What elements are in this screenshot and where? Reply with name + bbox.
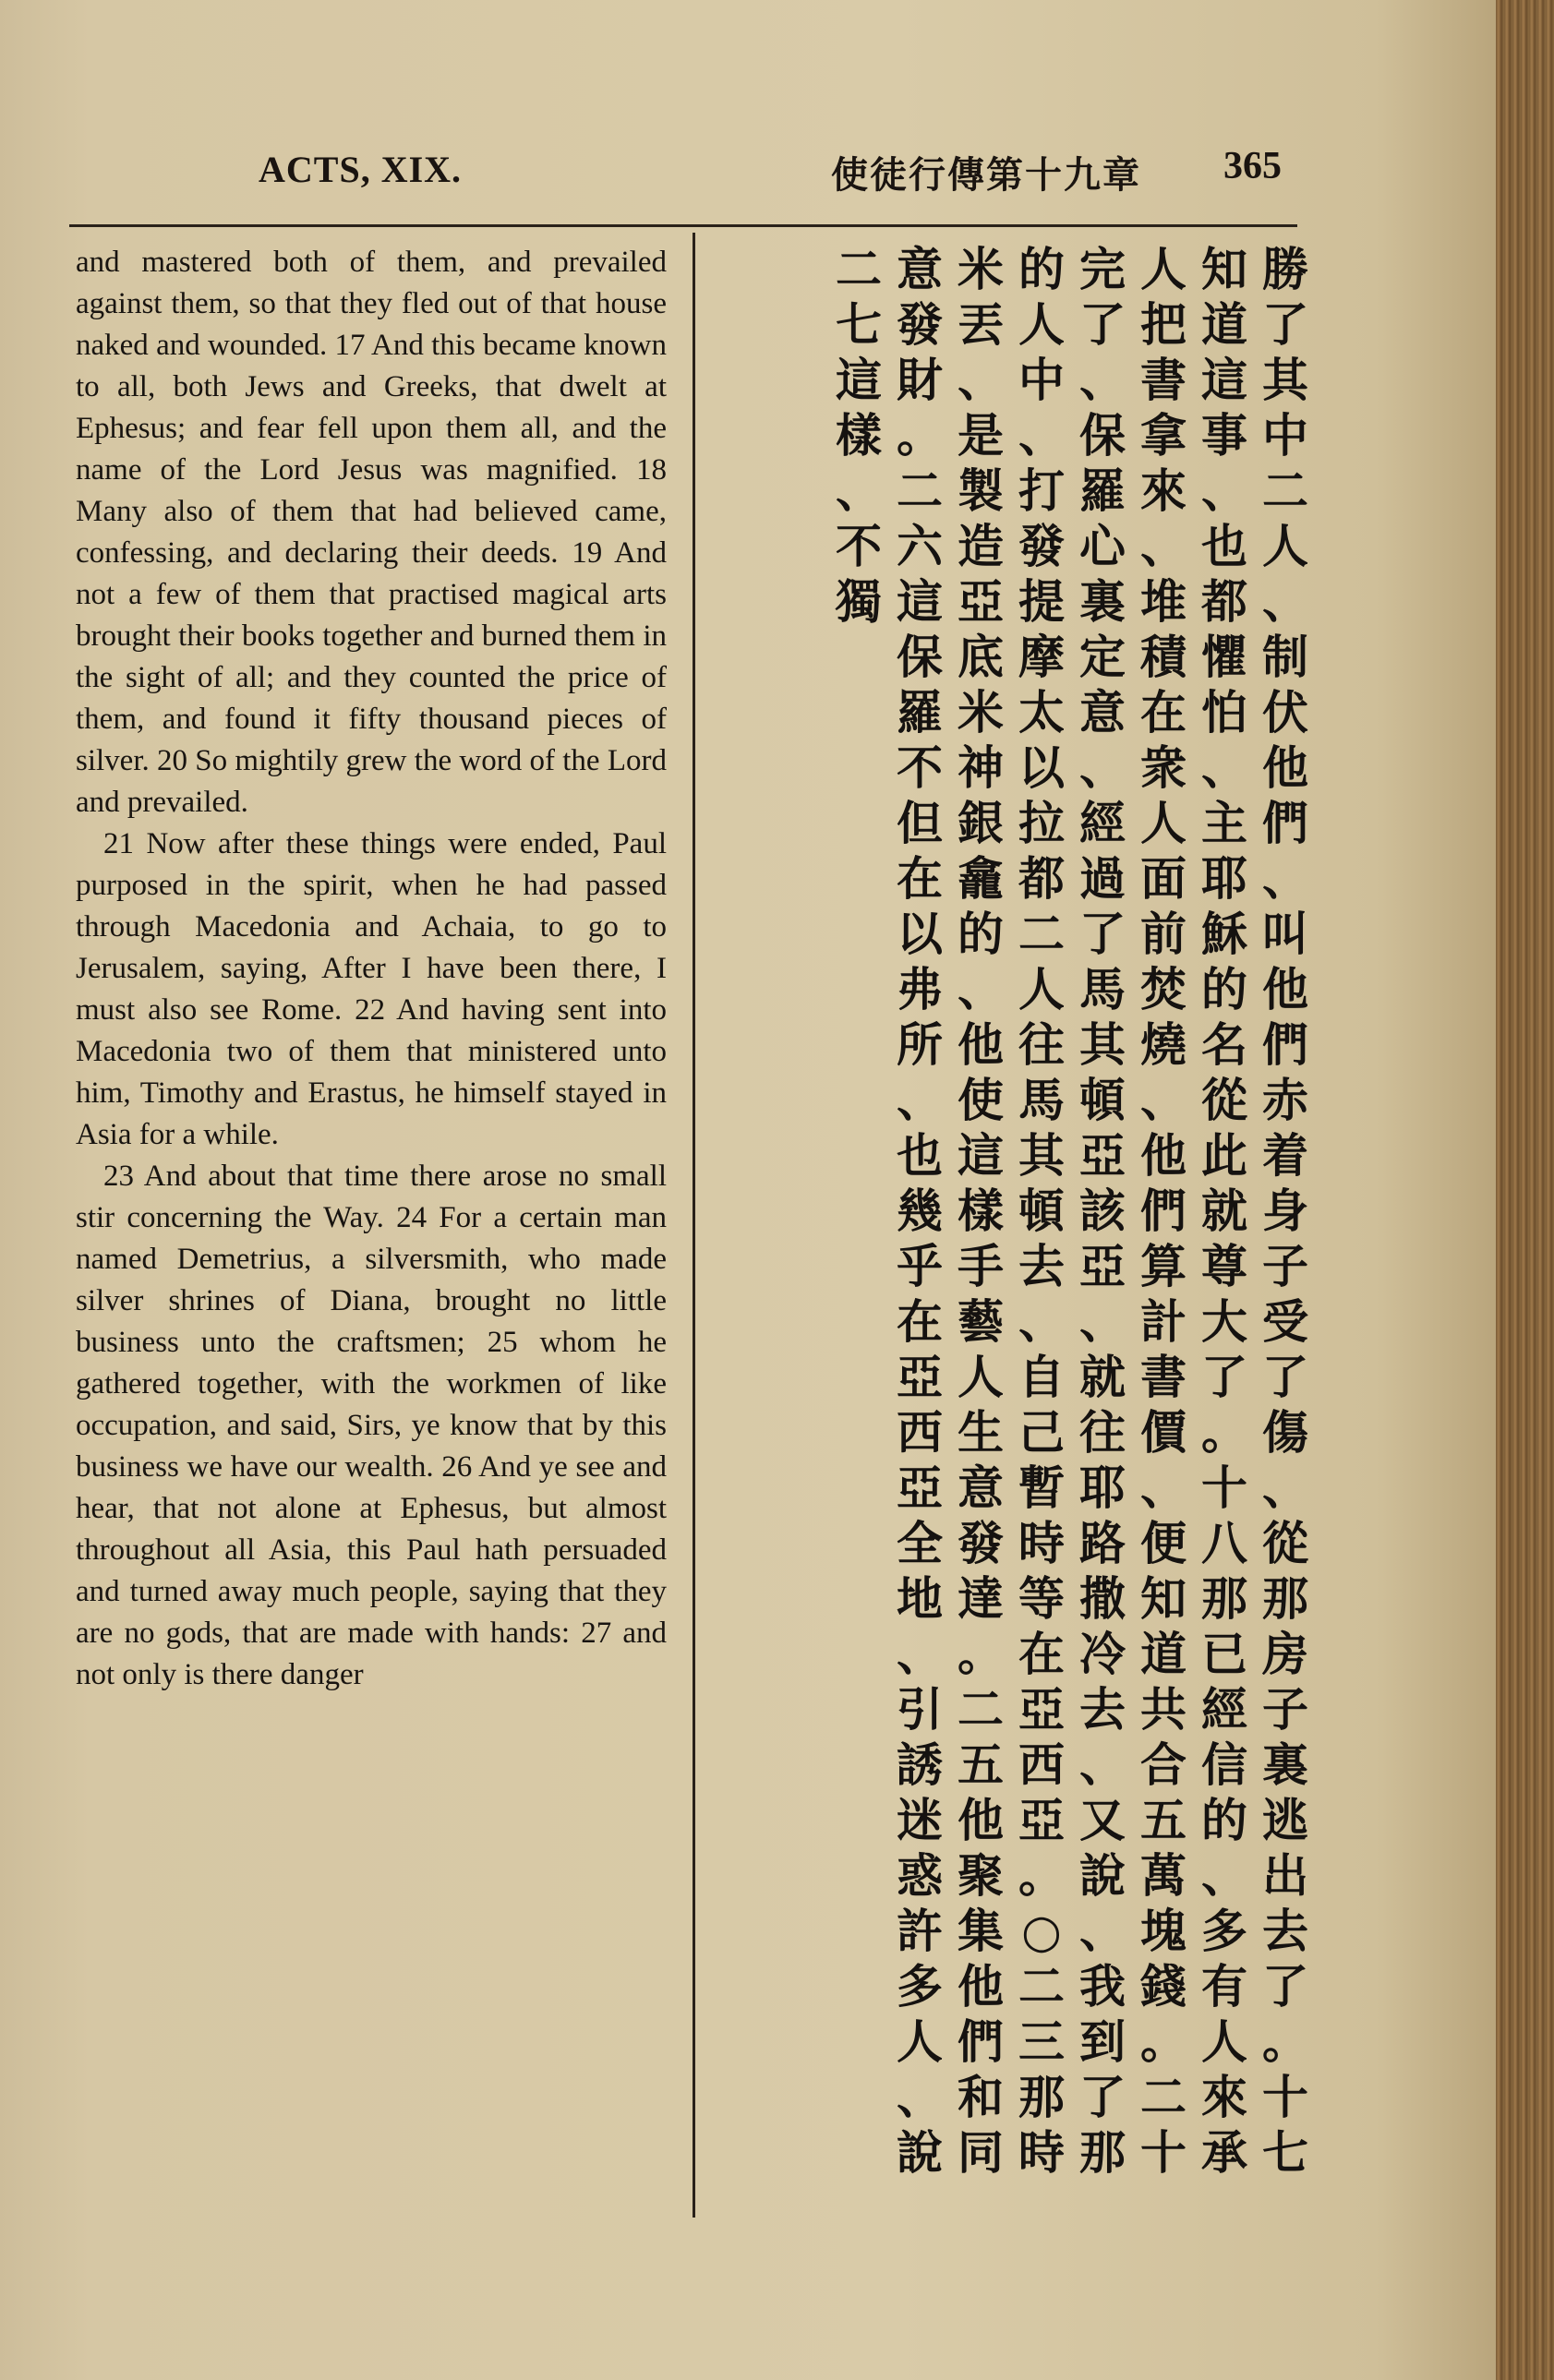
chinese-glyph: 人: [1262, 520, 1308, 573]
chinese-glyph: 裏: [1262, 1738, 1308, 1792]
chinese-glyph: 的: [958, 908, 1004, 961]
chinese-glyph: 亞: [1018, 1794, 1065, 1847]
chinese-glyph: 等: [1018, 1572, 1065, 1626]
chinese-glyph: 獨: [836, 575, 882, 629]
chinese-glyph: 也: [1201, 520, 1247, 573]
chinese-glyph: 八: [1201, 1517, 1247, 1570]
chinese-glyph: 、: [1262, 1461, 1308, 1515]
chinese-glyph: 懼: [1201, 631, 1247, 684]
chinese-glyph: 耶: [1201, 852, 1247, 906]
chinese-glyph: 迷: [897, 1794, 943, 1847]
chinese-glyph: 們: [1262, 1018, 1308, 1072]
chinese-glyph: 其: [1079, 1018, 1126, 1072]
chinese-glyph: 說: [1079, 1849, 1126, 1903]
chinese-glyph: 六: [897, 520, 943, 573]
chinese-glyph: 叫: [1262, 908, 1308, 961]
chinese-glyph: 子: [1262, 1240, 1308, 1293]
chinese-glyph: 了: [1079, 908, 1126, 961]
chinese-glyph: 發: [1018, 520, 1065, 573]
chinese-glyph: 前: [1140, 908, 1187, 961]
chinese-glyph: 西: [1018, 1738, 1065, 1792]
chinese-glyph: 以: [897, 908, 943, 961]
chinese-glyph: 不: [836, 520, 882, 573]
chinese-glyph: 。: [897, 409, 943, 463]
chinese-glyph: 羅: [1079, 464, 1126, 518]
chinese-glyph: 發: [897, 298, 943, 352]
chinese-glyph: 二: [1018, 1960, 1065, 2013]
english-paragraph: 21 Now after these things were ended, Paul purposed in the spirit, when he had passed through Macedonia and Achaia, to go to Jerusalem, saying, After I have been there, I must also see Rome. 22 And having sent into Macedonia two of them that ministered unto him, Timothy and Erastus, he himself stayed in Asia for a while.: [76, 827, 667, 1151]
chinese-glyph: 、: [1262, 575, 1308, 629]
chinese-glyph: 了: [1201, 1351, 1247, 1404]
chinese-glyph: 不: [897, 741, 943, 795]
chinese-glyph: 人: [958, 1351, 1004, 1404]
chinese-glyph: 算: [1140, 1240, 1187, 1293]
chinese-glyph: 頓: [1079, 1074, 1126, 1127]
chinese-glyph: 房: [1262, 1628, 1308, 1681]
chinese-text-block: [702, 242, 1311, 2218]
chinese-glyph: 七: [1262, 2126, 1308, 2180]
page-header: [0, 138, 1496, 203]
chinese-glyph: 聚: [958, 1849, 1004, 1903]
chinese-glyph: 樣: [958, 1184, 1004, 1238]
chinese-glyph: 時: [1018, 2126, 1065, 2180]
chinese-glyph: 使: [958, 1074, 1004, 1127]
chinese-glyph: 、: [1201, 1849, 1247, 1903]
chinese-glyph: 大: [1201, 1295, 1247, 1349]
chinese-glyph: 信: [1201, 1738, 1247, 1792]
chinese-glyph: 合: [1140, 1738, 1187, 1792]
chinese-glyph: 的: [1201, 963, 1247, 1016]
chinese-glyph: 造: [958, 520, 1004, 573]
chinese-glyph: 發: [958, 1517, 1004, 1570]
chinese-glyph: 二: [1140, 2071, 1187, 2124]
chinese-glyph: 手: [958, 1240, 1004, 1293]
chinese-glyph: 、: [897, 1628, 943, 1681]
chinese-glyph: 他: [958, 1794, 1004, 1847]
chinese-glyph: 在: [897, 1295, 943, 1349]
chinese-glyph: 惑: [897, 1849, 943, 1903]
chinese-glyph: 過: [1079, 852, 1126, 906]
chinese-glyph: 二: [1262, 464, 1308, 518]
chinese-glyph: 道: [1201, 298, 1247, 352]
chinese-glyph: 、: [897, 2071, 943, 2124]
chinese-glyph: 、: [1079, 1738, 1126, 1792]
chinese-glyph: 十: [1201, 1461, 1247, 1515]
chinese-glyph: 、: [1079, 1905, 1126, 1958]
chinese-glyph: 中: [1262, 409, 1308, 463]
chinese-glyph: 。: [1140, 2015, 1187, 2069]
chinese-glyph: 他: [1140, 1129, 1187, 1183]
header-title-english: ACTS, XIX.: [259, 149, 463, 190]
chinese-glyph: 那: [1079, 2126, 1126, 2180]
chinese-glyph: 們: [1140, 1184, 1187, 1238]
chinese-glyph: 許: [897, 1905, 943, 1958]
chinese-glyph: 往: [1079, 1406, 1126, 1460]
chinese-glyph: 、: [1140, 1074, 1187, 1127]
chinese-glyph: 、: [1018, 1295, 1065, 1349]
chinese-glyph: ○: [1021, 1905, 1062, 1958]
chinese-glyph: 人: [1201, 2015, 1247, 2069]
chinese-glyph: 人: [897, 2015, 943, 2069]
chinese-glyph: 達: [958, 1572, 1004, 1626]
chinese-glyph: 亞: [897, 1461, 943, 1515]
chinese-glyph: 幾: [897, 1184, 943, 1238]
chinese-glyph: 人: [1018, 298, 1065, 352]
chinese-glyph: 。: [958, 1628, 1004, 1681]
chinese-glyph: 、: [1018, 409, 1065, 463]
chinese-glyph: 米: [958, 686, 1004, 739]
header-rule: [69, 224, 1297, 227]
chinese-glyph: 知: [1140, 1572, 1187, 1626]
chinese-glyph: 把: [1140, 298, 1187, 352]
chinese-glyph: 在: [1018, 1628, 1065, 1681]
chinese-glyph: 在: [1140, 686, 1187, 739]
chinese-glyph: 、: [1079, 354, 1126, 407]
chinese-glyph: 這: [1201, 354, 1247, 407]
chinese-glyph: 心: [1079, 520, 1126, 573]
chinese-glyph: 都: [1201, 575, 1247, 629]
chinese-glyph: 書: [1140, 354, 1187, 407]
chinese-glyph: 羅: [897, 686, 943, 739]
chinese-glyph: 、: [958, 963, 1004, 1016]
chinese-glyph: 了: [1262, 298, 1308, 352]
chinese-glyph: 摩: [1018, 631, 1065, 684]
book-page-edge: [1496, 0, 1554, 2380]
chinese-glyph: 丟: [958, 298, 1004, 352]
chinese-glyph: 弗: [897, 963, 943, 1016]
chinese-glyph: 。: [1262, 2015, 1308, 2069]
chinese-glyph: 那: [1018, 2071, 1065, 2124]
chinese-glyph: 有: [1201, 1960, 1247, 2013]
chinese-glyph: 焚: [1140, 963, 1187, 1016]
chinese-glyph: 、: [1262, 852, 1308, 906]
chinese-glyph: 二: [958, 1683, 1004, 1737]
english-paragraph: 23 And about that time there arose no small stir concerning the Way. 24 For a certain man named Demetrius, a silversmith, who made silver shrines of Diana, brought no little business unto the craftsmen; 25 whom he gathered together, with the workmen of like occupation, and said, Sirs, ye know that by this business we have our wealth. 26 And ye see and hear, that not alone at Ephesus, but almost throughout all Asia, this Paul hath persuaded and turned away much people, saying that they are no gods, that are made with hands: 27 and not only is there danger: [76, 1160, 667, 1691]
chinese-column: [955, 242, 1006, 2218]
chinese-glyph: 制: [1262, 631, 1308, 684]
chinese-glyph: 、: [836, 464, 882, 518]
chinese-glyph: 了: [1262, 1960, 1308, 2013]
chinese-glyph: 同: [958, 2126, 1004, 2180]
chinese-glyph: 承: [1201, 2126, 1247, 2180]
chinese-glyph: 他: [958, 1018, 1004, 1072]
chinese-glyph: 意: [897, 243, 943, 296]
chinese-glyph: 去: [1262, 1905, 1308, 1958]
chinese-glyph: 出: [1262, 1849, 1308, 1903]
chinese-glyph: 怕: [1201, 686, 1247, 739]
chinese-glyph: 該: [1079, 1184, 1126, 1238]
header-title-chinese: 使徒行傳第十九章: [831, 154, 1141, 197]
chinese-column: [833, 242, 885, 2218]
chinese-glyph: 積: [1140, 631, 1187, 684]
chinese-glyph: 、: [1079, 741, 1126, 795]
chinese-glyph: 引: [897, 1683, 943, 1737]
chinese-glyph: 身: [1262, 1184, 1308, 1238]
chinese-glyph: 從: [1262, 1517, 1308, 1570]
chinese-glyph: 尊: [1201, 1240, 1247, 1293]
chinese-glyph: 所: [897, 1018, 943, 1072]
chinese-glyph: 二: [836, 243, 882, 296]
chinese-glyph: 。: [1018, 1849, 1065, 1903]
chinese-glyph: 那: [1262, 1572, 1308, 1626]
chinese-glyph: 衆: [1140, 741, 1187, 795]
chinese-glyph: 神: [958, 741, 1004, 795]
chinese-glyph: 米: [958, 243, 1004, 296]
chinese-column: [894, 242, 946, 2218]
chinese-glyph: 人: [1018, 963, 1065, 1016]
chinese-glyph: 們: [958, 2015, 1004, 2069]
chinese-glyph: 、: [1201, 464, 1247, 518]
chinese-glyph: 完: [1079, 243, 1126, 296]
chinese-glyph: 生: [958, 1406, 1004, 1460]
chinese-column: [1259, 242, 1311, 2218]
chinese-glyph: 燒: [1140, 1018, 1187, 1072]
chinese-glyph: 受: [1262, 1295, 1308, 1349]
chinese-glyph: 和: [958, 2071, 1004, 2124]
chinese-glyph: 裏: [1079, 575, 1126, 629]
chinese-glyph: 、: [1140, 520, 1187, 573]
chinese-glyph: 人: [1140, 797, 1187, 850]
chinese-glyph: 們: [1262, 797, 1308, 850]
chinese-glyph: 名: [1201, 1018, 1247, 1072]
chinese-glyph: 財: [897, 354, 943, 407]
chinese-glyph: 這: [897, 575, 943, 629]
chinese-glyph: 共: [1140, 1683, 1187, 1737]
chinese-glyph: 在: [897, 852, 943, 906]
chinese-glyph: 保: [1079, 409, 1126, 463]
chinese-glyph: 伏: [1262, 686, 1308, 739]
chinese-glyph: 了: [1079, 2071, 1126, 2124]
chinese-glyph: 頓: [1018, 1184, 1065, 1238]
column-divider: [693, 233, 695, 2218]
chinese-glyph: 定: [1079, 631, 1126, 684]
chinese-glyph: 亞: [897, 1351, 943, 1404]
chinese-glyph: 保: [897, 631, 943, 684]
chinese-glyph: 價: [1140, 1406, 1187, 1460]
chinese-glyph: 誘: [897, 1738, 943, 1792]
chinese-glyph: 路: [1079, 1517, 1126, 1570]
chinese-glyph: 西: [897, 1406, 943, 1460]
chinese-glyph: 中: [1018, 354, 1065, 407]
chinese-glyph: 他: [958, 1960, 1004, 2013]
english-text-column: [76, 242, 667, 1696]
chinese-glyph: 地: [897, 1572, 943, 1626]
chinese-glyph: 我: [1079, 1960, 1126, 2013]
chinese-column: [1199, 242, 1250, 2218]
chinese-glyph: 人: [1140, 243, 1187, 296]
chinese-glyph: 三: [1018, 2015, 1065, 2069]
chinese-glyph: 拉: [1018, 797, 1065, 850]
chinese-glyph: 十: [1140, 2126, 1187, 2180]
chinese-glyph: 集: [958, 1905, 1004, 1958]
chinese-glyph: 冷: [1079, 1628, 1126, 1681]
chinese-glyph: 萬: [1140, 1849, 1187, 1903]
chinese-glyph: 全: [897, 1517, 943, 1570]
chinese-glyph: 二: [1018, 908, 1065, 961]
chinese-glyph: 去: [1079, 1683, 1126, 1737]
chinese-glyph: 這: [836, 354, 882, 407]
chinese-glyph: 製: [958, 464, 1004, 518]
chinese-glyph: 耶: [1079, 1461, 1126, 1515]
chinese-glyph: 多: [1201, 1905, 1247, 1958]
chinese-glyph: 亞: [1079, 1129, 1126, 1183]
chinese-glyph: 。: [1201, 1406, 1247, 1460]
chinese-glyph: 自: [1018, 1351, 1065, 1404]
chinese-glyph: 、: [1079, 1295, 1126, 1349]
chinese-glyph: 經: [1079, 797, 1126, 850]
chinese-glyph: 的: [1018, 243, 1065, 296]
chinese-glyph: 又: [1079, 1794, 1126, 1847]
page-number: 365: [1223, 145, 1282, 187]
chinese-glyph: 他: [1262, 741, 1308, 795]
chinese-glyph: 去: [1018, 1240, 1065, 1293]
chinese-glyph: 亞: [1079, 1240, 1126, 1293]
chinese-glyph: 拿: [1140, 409, 1187, 463]
chinese-glyph: 子: [1262, 1683, 1308, 1737]
chinese-glyph: 着: [1262, 1129, 1308, 1183]
chinese-glyph: 來: [1201, 2071, 1247, 2124]
chinese-glyph: 意: [958, 1461, 1004, 1515]
chinese-glyph: 亞: [1018, 1683, 1065, 1737]
english-paragraph: and mastered both of them, and prevailed against them, so that they fled out of that house naked and wounded. 17 And this became known to all, both Jews and Greeks, that dwelt at Ephesus; and fear fell upon them all, and the name of the Lord Jesus was magnified. 18 Many also of them that had believed came, confessing, and declaring their deeds. 19 And not a few of them that practised magical arts brought their books together and burned them in the sight of all; and they counted the price of them, and found it fifty thousand pieces of silver. 20 So mightily grew the word of the Lord and prevailed.: [76, 246, 667, 819]
chinese-glyph: 提: [1018, 575, 1065, 629]
chinese-glyph: 書: [1140, 1351, 1187, 1404]
chinese-glyph: 就: [1201, 1184, 1247, 1238]
chinese-glyph: 打: [1018, 464, 1065, 518]
chinese-glyph: 五: [1140, 1794, 1187, 1847]
chinese-glyph: 從: [1201, 1074, 1247, 1127]
chinese-glyph: 傷: [1262, 1406, 1308, 1460]
chinese-glyph: 已: [1201, 1628, 1247, 1681]
chinese-glyph: 逃: [1262, 1794, 1308, 1847]
chinese-glyph: 時: [1018, 1517, 1065, 1570]
chinese-glyph: 知: [1201, 243, 1247, 296]
chinese-glyph: 經: [1201, 1683, 1247, 1737]
chinese-glyph: 二: [897, 464, 943, 518]
chinese-glyph: 己: [1018, 1406, 1065, 1460]
chinese-glyph: 這: [958, 1129, 1004, 1183]
chinese-column: [1077, 242, 1128, 2218]
chinese-column: [1016, 242, 1067, 2218]
chinese-glyph: 意: [1079, 686, 1126, 739]
chinese-glyph: 塊: [1140, 1905, 1187, 1958]
chinese-glyph: 但: [897, 797, 943, 850]
chinese-glyph: 事: [1201, 409, 1247, 463]
chinese-glyph: 的: [1201, 1794, 1247, 1847]
chinese-glyph: 撒: [1079, 1572, 1126, 1626]
chinese-glyph: 、: [897, 1074, 943, 1127]
chinese-glyph: 其: [1018, 1129, 1065, 1183]
chinese-glyph: 到: [1079, 2015, 1126, 2069]
chinese-glyph: 亞: [958, 575, 1004, 629]
chinese-glyph: 、: [1201, 741, 1247, 795]
chinese-glyph: 了: [1079, 298, 1126, 352]
chinese-glyph: 往: [1018, 1018, 1065, 1072]
chinese-glyph: 馬: [1079, 963, 1126, 1016]
chinese-glyph: 以: [1018, 741, 1065, 795]
chinese-glyph: 暫: [1018, 1461, 1065, 1515]
chinese-glyph: 乎: [897, 1240, 943, 1293]
chinese-glyph: 穌: [1201, 908, 1247, 961]
chinese-glyph: 樣: [836, 409, 882, 463]
chinese-glyph: 道: [1140, 1628, 1187, 1681]
chinese-glyph: 五: [958, 1738, 1004, 1792]
chinese-glyph: 底: [958, 631, 1004, 684]
chinese-glyph: 勝: [1262, 243, 1308, 296]
chinese-glyph: 主: [1201, 797, 1247, 850]
chinese-glyph: 錢: [1140, 1960, 1187, 2013]
chinese-glyph: 赤: [1262, 1074, 1308, 1127]
chinese-glyph: 龕: [958, 852, 1004, 906]
chinese-glyph: 面: [1140, 852, 1187, 906]
chinese-glyph: 此: [1201, 1129, 1247, 1183]
chinese-glyph: 了: [1262, 1351, 1308, 1404]
chinese-glyph: 、: [958, 354, 1004, 407]
chinese-glyph: 那: [1201, 1572, 1247, 1626]
chinese-glyph: 堆: [1140, 575, 1187, 629]
chinese-glyph: 十: [1262, 2071, 1308, 2124]
chinese-glyph: 也: [897, 1129, 943, 1183]
chinese-glyph: 就: [1079, 1351, 1126, 1404]
chinese-glyph: 其: [1262, 354, 1308, 407]
chinese-glyph: 計: [1140, 1295, 1187, 1349]
chinese-glyph: 七: [836, 298, 882, 352]
chinese-glyph: 太: [1018, 686, 1065, 739]
chinese-column: [1138, 242, 1189, 2218]
chinese-glyph: 都: [1018, 852, 1065, 906]
chinese-glyph: 銀: [958, 797, 1004, 850]
chinese-glyph: 便: [1140, 1517, 1187, 1570]
chinese-glyph: 說: [897, 2126, 943, 2180]
chinese-glyph: 多: [897, 1960, 943, 2013]
chinese-glyph: 、: [1140, 1461, 1187, 1515]
chinese-glyph: 是: [958, 409, 1004, 463]
chinese-glyph: 來: [1140, 464, 1187, 518]
chinese-glyph: 他: [1262, 963, 1308, 1016]
chinese-glyph: 馬: [1018, 1074, 1065, 1127]
chinese-glyph: 藝: [958, 1295, 1004, 1349]
